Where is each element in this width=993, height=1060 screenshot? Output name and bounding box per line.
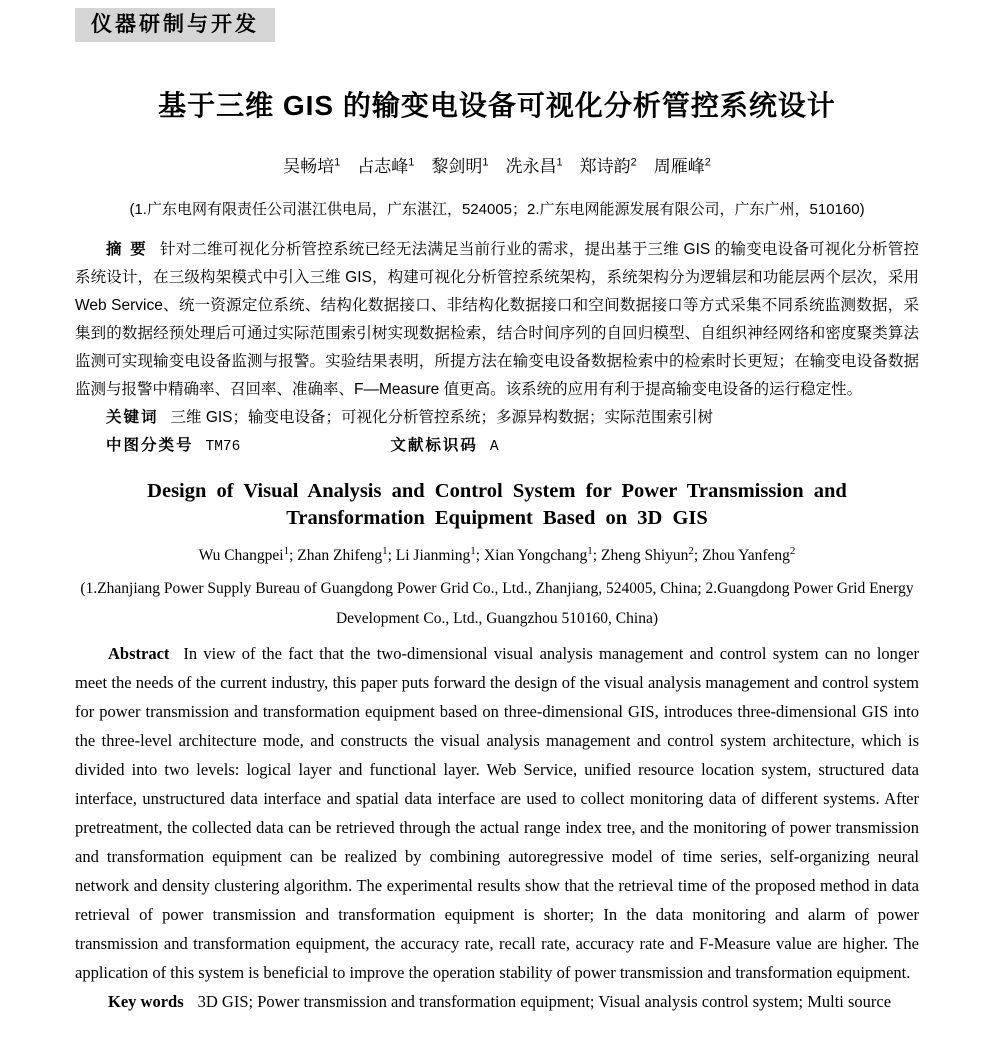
chinese-affiliation: (1.广东电网有限责任公司湛江供电局，广东湛江，524005；2.广东电网能源发展有限公司，广东广州，510160): [129, 201, 865, 218]
chinese-abstract-text: 针对二维可视化分析管控系统已经无法满足当前行业的需求，提出基于三维 GIS 的输变电设备可视化分析管控系统设计，在三级构架模式中引入三维 GIS，构建可视化分析管控系统架构，系统架构分为逻辑层和功能层两个层次，采用 Web Service、统一资源定位系统、结构化数据接口、非结构化数据接口和空间数据接口等方式采集不同系统监测数据，采集到的数据经预处理后可通过实际范围索引树实现数据检索，结合时间序列的自回归模型、自组织神经网络和密度聚类算法监测可实现输变电设备监测与报警。实验结果表明，所提方法在输变电设备数据检索中的检索时长更短；在输变电设备数据监测与报警中精确率、召回率、准确率、F—Measure 值更高。该系统的应用有利于提高输变电设备的运行稳定性。: [75, 241, 919, 398]
clc-number-label: 中图分类号: [106, 437, 194, 454]
english-keywords-text: 3D GIS; Power transmission and transformation equipment; Visual analysis control system; Multi source: [197, 992, 892, 1012]
chinese-keywords: [75, 404, 919, 432]
english-keywords: [75, 987, 919, 1016]
chinese-authors-line: 吴畅培$^1$ 占志峰$^1$ 黎剑明$^1$ 冼永昌$^1$ 郑诗韵$^2$ 周雁峰$^2$: [283, 156, 711, 176]
chinese-keywords-label: 关键词: [106, 409, 159, 426]
chinese-abstract-label: 摘 要: [106, 241, 148, 258]
english-keywords-label: Key words: [108, 992, 184, 1012]
clc-number-value: TM76: [205, 439, 241, 455]
chinese-classification-line: [75, 432, 919, 461]
english-abstract: [75, 639, 919, 987]
document-code-label: 文献标识码: [390, 437, 478, 454]
english-affiliation: (1.Zhanjiang Power Supply Bureau of Guangdong Power Grid Co., Ltd., Zhanjiang, 524005, China; 2.Guangdong Power Grid Energy Development Co., Ltd., Guangzhou 510160, China): [80, 580, 914, 628]
english-abstract-label: Abstract: [108, 644, 170, 664]
english-title: Design of Visual Analysis and Control System for Power Transmission and Transformation Equipment Based on 3D GIS: [147, 480, 847, 529]
english-authors-line: Wu Changpei$^1$; Zhan Zhifeng$^1$; Li Jianming$^1$; Xian Yongchang$^1$; Zheng Shiyun$^2$; Zhou Yanfeng$^2$: [198, 545, 796, 565]
chinese-title: 基于三维 GIS 的输变电设备可视化分析管控系统设计: [158, 90, 836, 121]
document-code-value: A: [489, 439, 499, 455]
chinese-keywords-text: 三维 GIS；输变电设备；可视化分析管控系统；多源异构数据；实际范围索引树: [170, 409, 714, 426]
english-abstract-text: In view of the fact that the two-dimensional visual analysis management and control system can no longer meet the needs of the current industry, this paper puts forward the design of the visual analysis management and control system for power transmission and transformation equipment based on three-dimensional GIS, introduces three-dimensional GIS into the three-level architecture mode, and constructs the visual analysis management and control system architecture, which is divided into two levels: logical layer and functional layer. Web Service, unified resource location system, structured data interface, unstructured data interface and spatial data interface are used to collect monitoring data of different systems. After pretreatment, the collected data can be retrieved through the actual range index tree, and the monitoring of power transmission and transformation equipment can be realized by combining autoregressive model of time series, self-organizing neural network and density clustering algorithm. The experimental results show that the retrieval time of the proposed method in data retrieval of power transmission and transformation equipment is shorter; In the data monitoring and alarm of power transmission and transformation equipment, the accuracy rate, recall rate, accuracy rate and F-Measure value are higher. The application of this system is beneficial to improve the operation stability of power transmission and transformation equipment.: [75, 644, 919, 983]
column-header-badge: 仪器研制与开发: [75, 8, 275, 42]
english-section: [75, 478, 919, 1016]
chinese-abstract: [75, 236, 919, 404]
